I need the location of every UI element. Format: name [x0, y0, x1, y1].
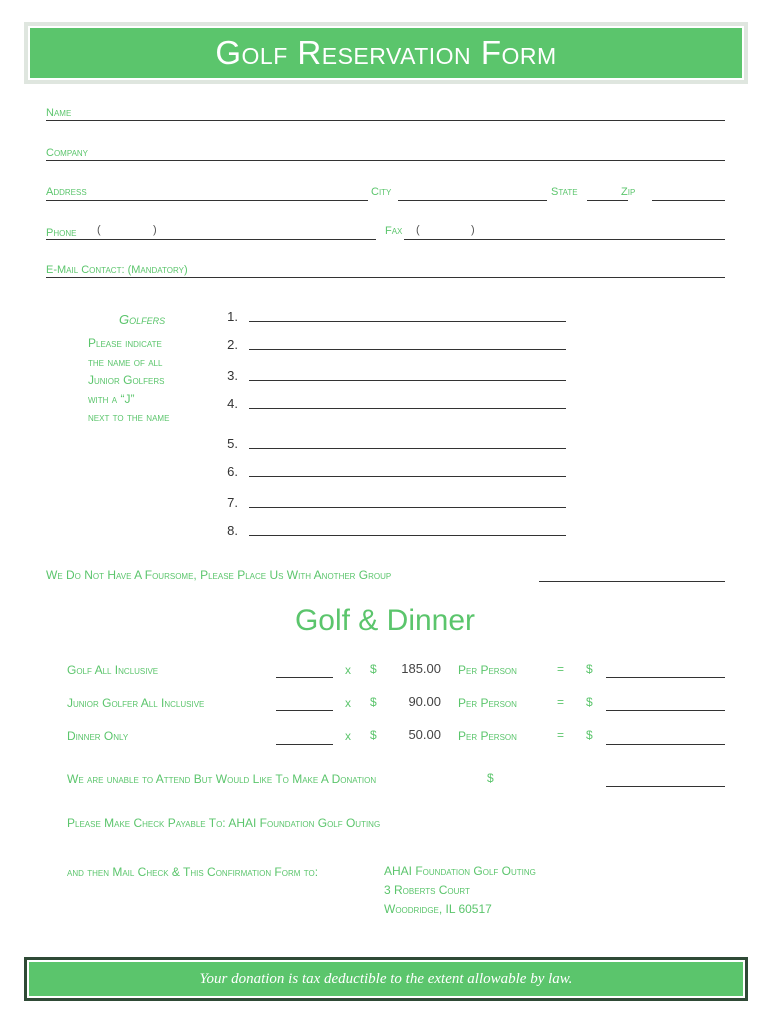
golfers-note-line: the name of all: [88, 354, 163, 369]
email-label: E-Mail Contact: (Mandatory): [46, 264, 188, 276]
golfer-number: 3.: [227, 368, 238, 383]
golfer-name-field[interactable]: [249, 535, 566, 536]
address-line: Woodridge, IL 60517: [384, 902, 492, 916]
company-field[interactable]: [46, 160, 725, 161]
quantity-field[interactable]: [276, 744, 333, 745]
per-person-label: Per Person: [458, 696, 517, 710]
title-banner: [24, 22, 748, 84]
dollar-sign: $: [370, 662, 377, 676]
name-field[interactable]: [46, 120, 725, 121]
times-sign: x: [345, 663, 351, 677]
city-label: City: [371, 186, 392, 198]
golfers-note-line: next to the name: [88, 410, 170, 424]
golfer-name-field[interactable]: [249, 507, 566, 508]
zip-field[interactable]: [652, 200, 725, 201]
footer-banner: [24, 957, 748, 1001]
golfer-name-field[interactable]: [249, 448, 566, 449]
golfer-number: 7.: [227, 495, 238, 510]
dollar-sign: $: [370, 728, 377, 742]
price-amount: 185.00: [401, 661, 441, 676]
state-field[interactable]: [587, 200, 628, 201]
equals-sign: =: [557, 695, 565, 709]
fax-area-close: ): [471, 224, 475, 236]
price-item-label: Junior Golfer All Inclusive: [67, 696, 205, 710]
payable-to-text: Please Make Check Payable To: AHAI Foundation Golf Outing: [67, 816, 381, 830]
phone-area-open: (: [97, 224, 101, 236]
per-person-label: Per Person: [458, 663, 517, 677]
tax-deductible-note: Your donation is tax deductible to the extent allowable by law.: [199, 970, 573, 987]
phone-field[interactable]: [46, 239, 376, 240]
price-item-label: Dinner Only: [67, 729, 129, 743]
company-label: Company: [46, 147, 89, 159]
address-line: 3 Roberts Court: [384, 883, 470, 897]
total-field[interactable]: [606, 710, 725, 711]
golfer-number: 1.: [227, 309, 238, 324]
group-request-label: We Do Not Have A Foursome, Please Place Us With Another Group: [46, 568, 392, 582]
equals-sign: =: [557, 662, 565, 676]
fax-label: Fax: [385, 225, 403, 237]
title-banner-inner: [28, 26, 744, 80]
golfer-number: 8.: [227, 523, 238, 538]
total-field[interactable]: [606, 744, 725, 745]
price-item-label: Golf All Inclusive: [67, 663, 159, 677]
donation-amount-field[interactable]: [606, 786, 725, 787]
total-field[interactable]: [606, 677, 725, 678]
golfer-number: 2.: [227, 337, 238, 352]
golfers-note: [88, 334, 218, 427]
mailing-address: [384, 862, 536, 919]
golfer-name-field[interactable]: [249, 380, 566, 381]
address-label: Address: [46, 186, 87, 198]
times-sign: x: [345, 729, 351, 743]
city-field[interactable]: [398, 200, 547, 201]
address-line: AHAI Foundation Golf Outing: [384, 864, 536, 878]
quantity-field[interactable]: [276, 710, 333, 711]
golfer-number: 4.: [227, 396, 238, 411]
golfers-note-line: Please indicate: [88, 336, 162, 350]
price-amount: 90.00: [408, 694, 441, 709]
state-label: State: [551, 186, 578, 198]
section-title: Golf & Dinner: [294, 604, 476, 637]
golfer-number: 6.: [227, 464, 238, 479]
equals-sign: =: [557, 728, 565, 742]
name-label: Name: [46, 107, 72, 119]
dollar-sign: $: [586, 662, 593, 676]
page-title: Golf Reservation Form: [215, 34, 557, 71]
golfers-heading: Golfers: [119, 312, 166, 327]
golfer-number: 5.: [227, 436, 238, 451]
golfers-note-line: Junior Golfers: [88, 373, 165, 387]
golfer-name-field[interactable]: [249, 408, 566, 409]
mail-instructions: and then Mail Check & This Confirmation Form to:: [67, 865, 319, 879]
price-amount: 50.00: [408, 727, 441, 742]
fax-area-open: (: [416, 224, 420, 236]
golfer-name-field[interactable]: [249, 476, 566, 477]
phone-label: Phone: [46, 227, 77, 239]
footer-banner-inner: [27, 960, 745, 998]
address-field[interactable]: [46, 200, 368, 201]
group-request-field[interactable]: [539, 581, 725, 582]
golfer-name-field[interactable]: [249, 349, 566, 350]
fax-field[interactable]: [404, 239, 725, 240]
times-sign: x: [345, 696, 351, 710]
per-person-label: Per Person: [458, 729, 517, 743]
quantity-field[interactable]: [276, 677, 333, 678]
dollar-sign: $: [586, 695, 593, 709]
dollar-sign: $: [586, 728, 593, 742]
golfer-name-field[interactable]: [249, 321, 566, 322]
dollar-sign: $: [370, 695, 377, 709]
dollar-sign: $: [487, 771, 494, 785]
donation-label: We are unable to Attend But Would Like To Make A Donation: [67, 772, 377, 786]
zip-label: Zip: [621, 186, 636, 198]
golfers-note-line: with a “J”: [88, 391, 135, 406]
phone-area-close: ): [153, 224, 157, 236]
email-field[interactable]: [46, 277, 725, 278]
